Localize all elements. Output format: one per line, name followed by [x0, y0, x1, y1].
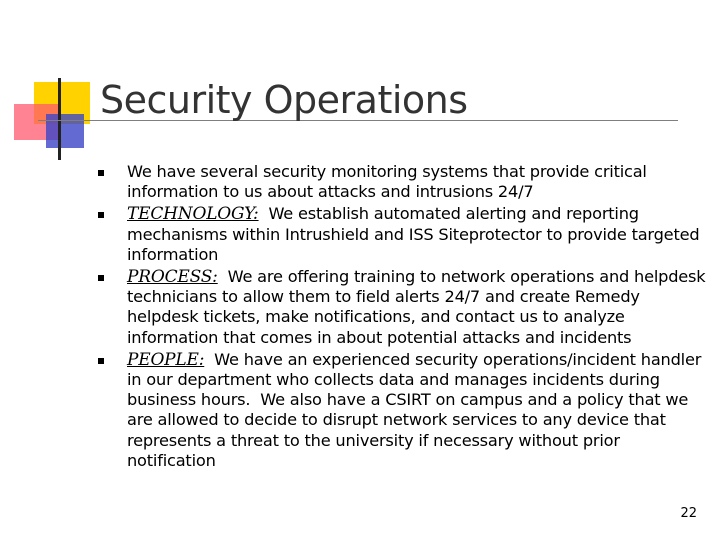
bullet-lead: TECHNOLOGY:: [127, 204, 259, 225]
bullet-item: [98, 162, 708, 202]
bullet-lead: PEOPLE:: [127, 349, 205, 370]
decor-vertical-rule: [58, 78, 61, 160]
square-bullet-icon: [98, 212, 104, 218]
bullet-list: [98, 162, 711, 471]
bullet-text: We establish automated alerting and reporting mechanisms within Intrushield and ISS Siteprotector to provide targeted information: [127, 204, 705, 264]
bullet-item: [98, 267, 711, 348]
bullet-text: We have several security monitoring systems that provide critical information to us about attacks and intrusions 24/7: [127, 162, 647, 202]
bullet-item: [98, 350, 708, 471]
page-number: 22: [680, 506, 697, 521]
square-bullet-icon: [98, 358, 104, 364]
square-bullet-icon: [98, 170, 104, 176]
bullet-text: We are offering training to network operations and helpdesk technicians to allow them to field alerts 24/7 and create Remedy helpdesk tickets, make notifications, and contact us to analyze information that comes in about potential attacks and incidents: [127, 267, 711, 347]
bullet-item: [98, 204, 708, 265]
bullet-lead: PROCESS:: [127, 267, 218, 288]
square-bullet-icon: [98, 275, 104, 281]
slide-title: Security Operations: [100, 78, 468, 122]
bullet-text: We have an experienced security operations/incident handler in our department who collects data and manages incidents during business hours. We also have a CSIRT on campus and a policy that we are allowed to decide to disrupt network services to any device that represents a threat to the university if necessary without prior notification: [127, 349, 707, 470]
